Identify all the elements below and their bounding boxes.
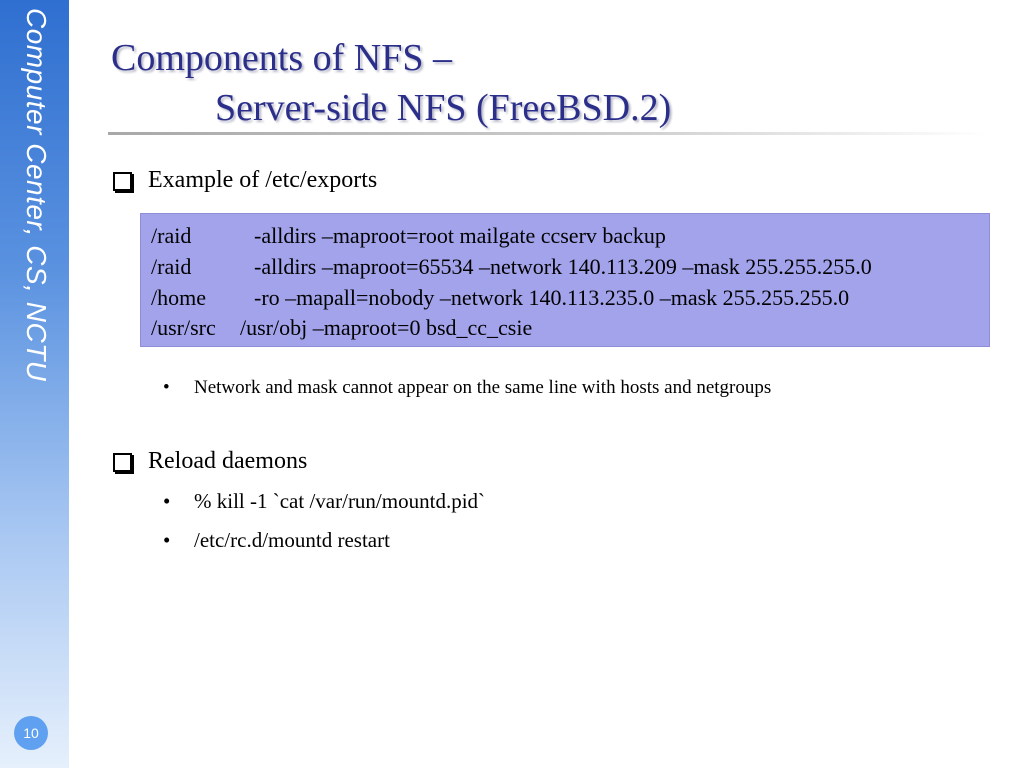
command-text: % kill -1 `cat /var/run/mountd.pid` [194,489,486,513]
code-options: -alldirs –maproot=root mailgate ccserv backup [254,223,666,248]
code-path: /usr/src [151,315,216,340]
code-line [151,254,872,280]
code-line [151,285,849,311]
bullet-example-exports [113,167,377,194]
code-line [151,315,532,341]
exports-code-box [140,213,990,347]
checkbox-bullet-icon [113,172,132,191]
code-line [151,223,666,249]
checkbox-bullet-icon [113,453,132,472]
command-text: /etc/rc.d/mountd restart [194,528,390,552]
code-path: /raid [151,223,192,248]
list-item [163,528,390,553]
code-options: -ro –mapall=nobody –network 140.113.235.0 –mask 255.255.255.0 [254,285,850,310]
list-item [163,489,485,514]
slide-title [111,33,671,133]
bullet-reload-daemons [113,448,307,475]
sidebar [0,0,69,768]
code-path: /raid [151,254,192,279]
title-line-1: Components of NFS – [111,37,452,79]
bullet-dot-icon: • [163,489,171,513]
bullet-heading: Example of /etc/exports [148,167,378,193]
sidebar-label: Computer Center, CS, NCTU [21,8,52,382]
title-divider [108,132,988,135]
title-line-2: Server-side NFS (FreeBSD.2) [215,87,672,129]
code-options: -alldirs –maproot=65534 –network 140.113.209 –mask 255.255.255.0 [254,254,872,279]
page-number-badge: 10 [14,716,48,750]
note-list-item [163,377,771,399]
bullet-dot-icon: • [163,528,171,552]
bullet-heading: Reload daemons [148,448,308,474]
code-path: /home [151,285,206,310]
code-options: /usr/obj –maproot=0 bsd_cc_csie [240,315,533,340]
note-text: Network and mask cannot appear on the same line with hosts and netgroups [194,377,772,398]
bullet-dot-icon: • [163,377,170,398]
